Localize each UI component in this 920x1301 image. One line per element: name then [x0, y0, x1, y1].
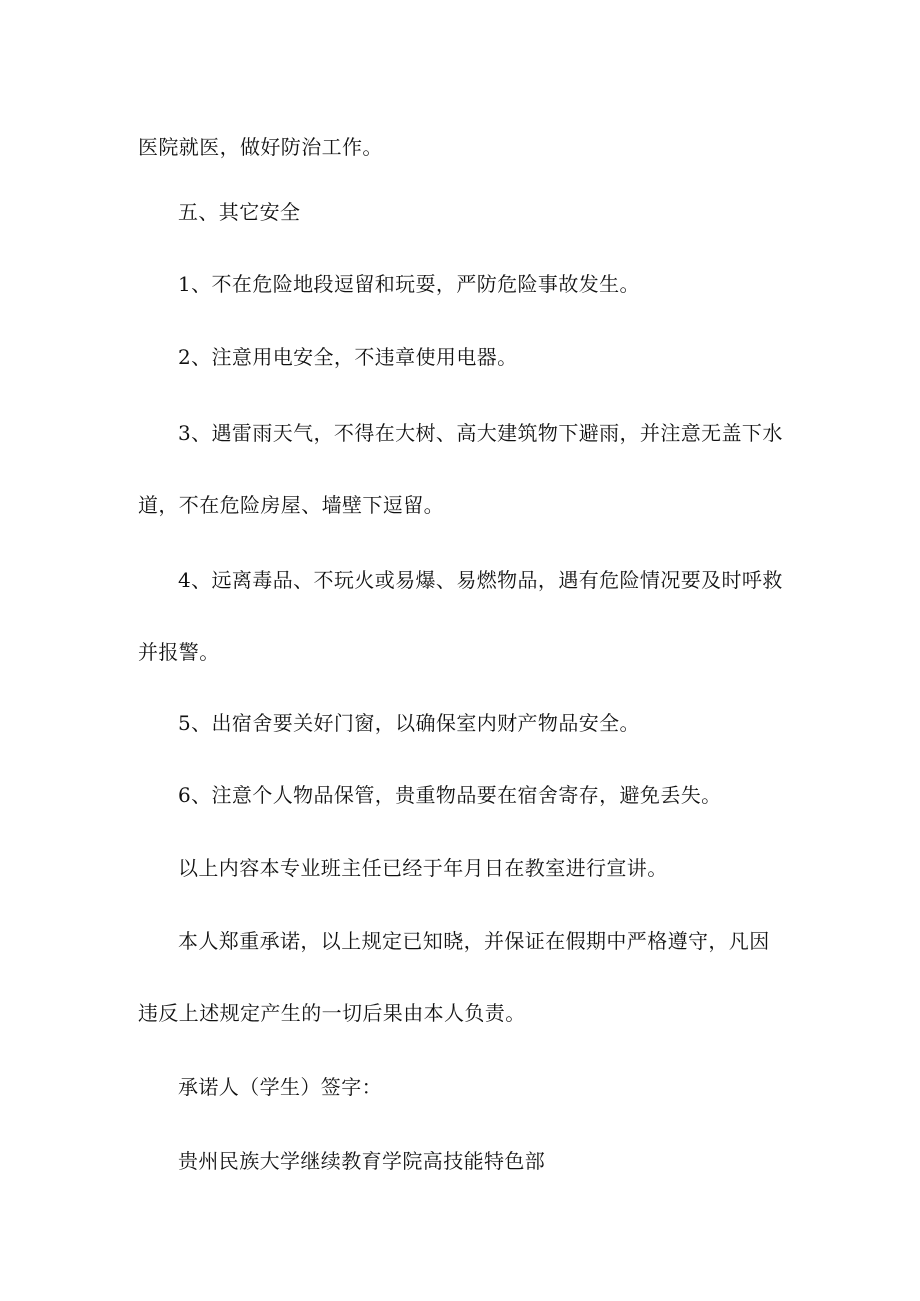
rule-item-2: 2、注意用电安全，不违章使用电器。 [178, 345, 518, 369]
section-heading-other-safety: 五、其它安全 [178, 200, 301, 224]
institution-name: 贵州民族大学继续教育学院高技能特色部 [178, 1149, 546, 1173]
rule-item-5: 5、出宿舍要关好门窗，以确保室内财产物品安全。 [178, 711, 640, 735]
commitment-statement: 本人郑重承诺，以上规定已知晓，并保证在假期中严格遵守，凡因 [178, 929, 770, 953]
rule-item-3: 3、遇雷雨天气，不得在大树、高大建筑物下避雨，并注意无盖下水 [178, 421, 783, 445]
rule-item-4-continued: 并报警。 [138, 640, 220, 664]
student-signature-label: 承诺人（学生）签字： [178, 1075, 382, 1099]
briefing-statement: 以上内容本专业班主任已经于年月日在教室进行宣讲。 [178, 856, 668, 880]
rule-item-1: 1、不在危险地段逗留和玩耍，严防危险事故发生。 [178, 272, 640, 296]
rule-item-6: 6、注意个人物品保管，贵重物品要在宿舍寄存，避免丢失。 [178, 783, 722, 807]
text-line-1: 医院就医，做好防治工作。 [138, 135, 383, 159]
rule-item-3-continued: 道，不在危险房屋、墙壁下逗留。 [138, 493, 444, 517]
commitment-statement-continued: 违反上述规定产生的一切后果由本人负责。 [138, 1001, 526, 1025]
rule-item-4: 4、远离毒品、不玩火或易爆、易燃物品，遇有危险情况要及时呼救 [178, 568, 783, 592]
